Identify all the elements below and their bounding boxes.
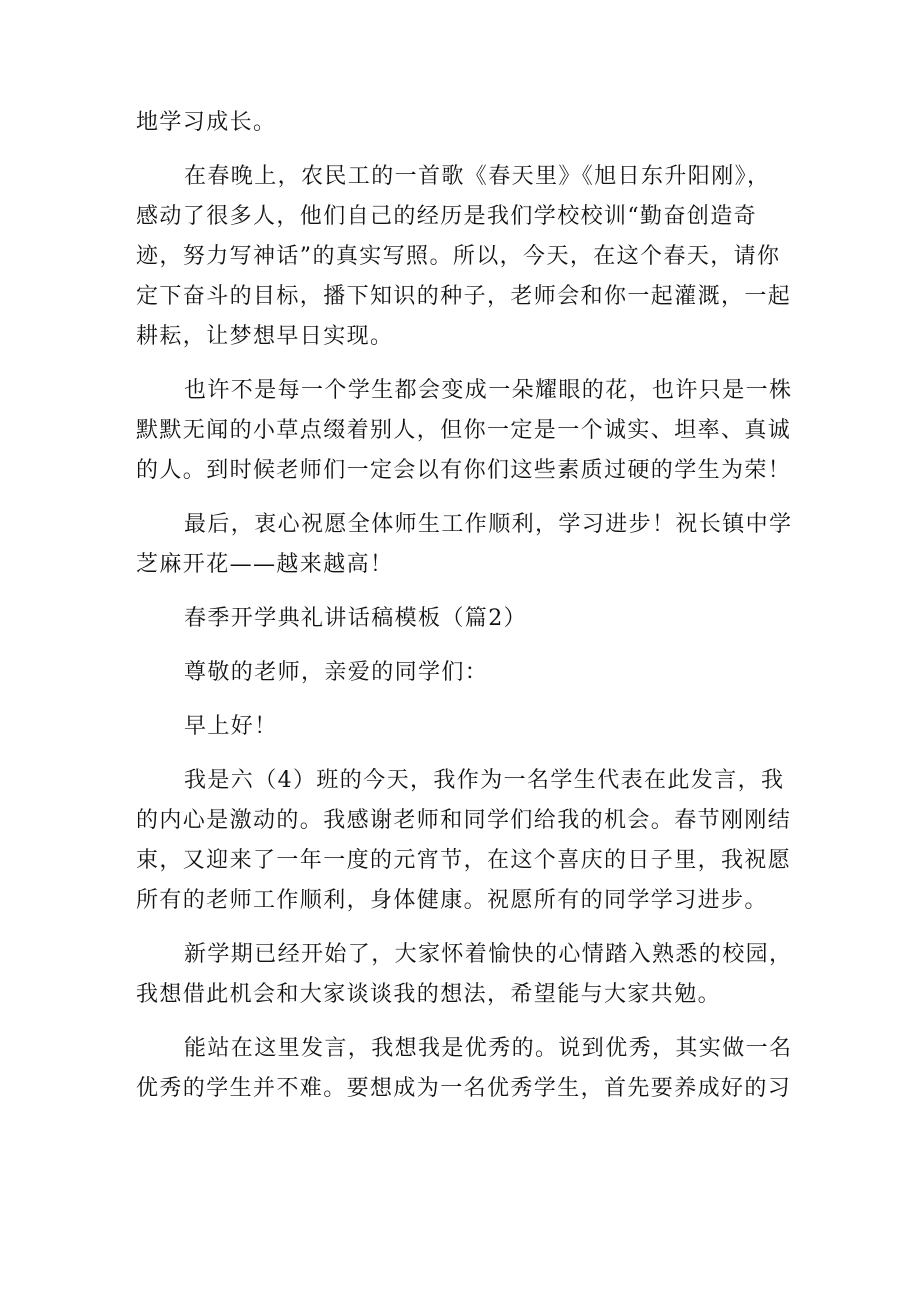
text-line: 耕耘，让梦想早日实现。 (136, 324, 394, 349)
paragraph-first-line: 在春晚上，农民工的一首歌《春天里》《旭日东升阳刚》， (184, 164, 771, 189)
text-line: 的人。到时候老师们一定会以有你们这些素质过硬的学生为荣！ (136, 458, 792, 483)
text-line: 所有的老师工作顺利，身体健康。祝愿所有的同学学习进步。 (136, 888, 768, 913)
paragraph-first-line: 也许不是每一个学生都会变成一朵耀眼的花，也许只是一株 (184, 378, 793, 403)
paragraph-first-line: 最后，衷心祝愿全体师生工作顺利，学习进步！祝长镇中学 (184, 512, 793, 537)
text-line: 默默无闻的小草点缀着别人，但你一定是一个诚实、坦率、真诚 (136, 418, 792, 443)
text-line: 优秀的学生并不难。要想成为一名优秀学生，首先要养成好的习 (136, 1076, 792, 1101)
document-page (136, 103, 793, 1109)
paragraph-first-line: 我是六（4）班的今天，我作为一名学生代表在此发言，我 (184, 768, 785, 793)
text-line: 芝麻开花——越来越高！ (136, 552, 394, 577)
paragraph-first-line: 新学期已经开始了，大家怀着愉快的心情踏入熟悉的校园， (184, 942, 793, 967)
text-line: 迹，努力写神话”的真实写照。所以，今天，在这个春天，请你 (136, 244, 781, 269)
text-line: 我想借此机会和大家谈谈我的想法，希望能与大家共勉。 (136, 982, 722, 1007)
text-line: 束，又迎来了一年一度的元宵节，在这个喜庆的日子里，我祝愿 (136, 848, 792, 873)
salutation: 尊敬的老师，亲爱的同学们： (184, 660, 489, 685)
text-line: 的内心是激动的。我感谢老师和同学们给我的机会。春节刚刚结 (136, 808, 792, 833)
paragraph-first-line: 能站在这里发言，我想我是优秀的。说到优秀，其实做一名 (184, 1036, 793, 1061)
section-heading: 春季开学典礼讲话稿模板（篇2） (184, 606, 527, 631)
text-line: 定下奋斗的目标，播下知识的种子，老师会和你一起灌溉，一起 (136, 284, 792, 309)
text-line: 感动了很多人，他们自己的经历是我们学校校训“勤奋创造奇 (136, 204, 758, 229)
text-line: 地学习成长。 (136, 110, 277, 135)
greeting: 早上好！ (184, 714, 278, 739)
